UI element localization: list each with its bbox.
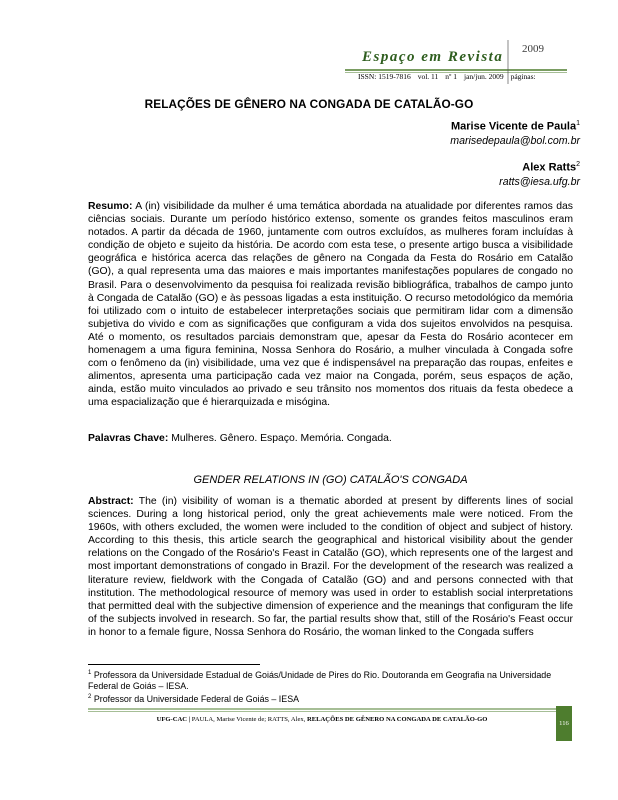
footer-frame xyxy=(88,707,572,740)
footnote-mark: 1 xyxy=(88,670,92,676)
article-title: RELAÇÕES DE GÊNERO NA CONGADA DE CATALÃO-GO xyxy=(144,97,474,111)
author-email: ratts@iesa.ufg.br xyxy=(499,175,580,188)
page-number: 116 xyxy=(556,706,572,741)
pages-label: páginas: xyxy=(510,72,536,81)
journal-year: 2009 xyxy=(522,43,544,55)
abstract-label: Abstract: xyxy=(88,496,134,507)
author-name xyxy=(450,120,580,133)
footnote-ref: 2 xyxy=(576,161,580,168)
footnote-text: Professora da Universidade Estadual de Goiás/Unidade de Pires do Rio. Doutoranda em Geografia na Universidade Federal de Goiás – IESA. xyxy=(88,669,552,692)
footnotes xyxy=(88,668,573,706)
issn: ISSN: 1519-7816 xyxy=(358,72,411,81)
resumo-paragraph xyxy=(88,200,573,410)
keywords-label: Palavras Chave: xyxy=(88,433,169,444)
keywords-text: Mulheres. Gênero. Espaço. Memória. Congada. xyxy=(171,433,392,444)
english-title: GENDER RELATIONS IN (GO) CATALÃO'S CONGADA xyxy=(193,474,468,486)
footnote-divider xyxy=(88,664,260,665)
footnote-text: Professor da Universidade Federal de Goiás – IESA xyxy=(93,694,300,705)
footer-title: RELAÇÕES DE GÊNERO NA CONGADA DE CATALÃO-GO xyxy=(306,716,488,723)
author-name xyxy=(499,161,580,174)
footer-prefix: UFG-CAC | xyxy=(156,716,191,723)
volume: vol. 11 xyxy=(417,72,439,81)
abstract-text: The (in) visibility of woman is a thematic aborded at present by differents lines of social sciences. During a long historical period, only the great achievements male were noticed. From the 1960s, with others excluded, the women were included to the condition of object and subject of history. According to this thesis, this article search the geographical and historical visibility about the gender relations on the Congado of the Rosário's Feast in Catalão (GO), which represents one of the largest and most important demonstrations of congado in Brazil. For the development of the research was realized a literature review, fieldwork with the Congada of Catalão (GO) and and persons connected with that institution. The methodological resource of memory was used in order to establish social interpretations that permitted deal with the subjective dimension of experience and the meanings that configuram the life of the subjects involved in research. So far, the partial results show that, still of the Rosário's Feast occur in honor to a female figure, Nossa Senhora do Rosário, the woman linked to the Congada suffers xyxy=(88,496,574,638)
number: nº 1 xyxy=(445,72,457,81)
resumo-text: A (in) visibilidade da mulher é uma temática abordada na atualidade por diferentes ramos das ciências sociais. Durante um período histórico extenso, somente os grandes feitos masculinos eram notados. A partir da década de 1960, juntamente com outros excluídos, as mulheres foram incluídas à condição de objeto e sujeito da história. De acordo com esta tese, o presente artigo busca a visibilidade geográfica e histórica acerca das relações de gênero na Congada da Festa do Rosário em Catalão (GO), a qual representa uma das maiores e mais importantes manifestações populares de congado no Brasil. Para o desenvolvimento da pesquisa foi realizada revisão bibliográfica, trabalhos de campo junto à Congada de Catalão (GO) e às pessoas ligadas a esta instituição. O recurso metodológico da memória foi utilizado com o intuito de estabelecer interpretações sociais que permitiram lidar com a dimensão subjetiva do vivido e com as significações que configuram a vida dos sujeitos envolvidos na pesquisa. Até o momento, os resultados parciais demonstram que, apesar da Festa do Rosário acontecer em homenagem a uma figura feminina, Nossa Senhora do Rosário, a mulher vinculada à Congada sofre com o fenômeno da (in) visibilidade, uma vez que é indispensável na preparação das roupas, enfeites e alimentos, apresenta uma participação cada vez maior na Congada, porém, seus espaços de ação, ainda, estão muito vinculados ao privado e seu trânsito nos momentos dos rituais da festa obedece a uma espacialização que é hierarquizada e misógina. xyxy=(88,201,573,409)
period: jan/jun. 2009 xyxy=(463,72,504,81)
author-name-text: Marise Vicente de Paula xyxy=(450,120,577,133)
footnote-2 xyxy=(88,692,573,705)
footnote-mark: 2 xyxy=(88,694,92,701)
abstract-paragraph xyxy=(88,495,573,639)
footnote-ref: 1 xyxy=(576,120,580,127)
running-footer xyxy=(92,716,552,723)
footnote-1 xyxy=(88,668,573,692)
keywords-paragraph xyxy=(88,432,573,445)
footer-authors: PAULA, Marise Vicente de; RATTS, Alex, xyxy=(191,716,306,723)
author-block-1 xyxy=(450,120,580,147)
author-name-text: Alex Ratts xyxy=(522,161,577,174)
author-email: marisedepaula@bol.com.br xyxy=(450,134,580,147)
author-block-2 xyxy=(499,161,580,188)
journal-title: Espaço em Revista xyxy=(362,49,504,65)
resumo-label: Resumo: xyxy=(88,201,133,212)
issn-line xyxy=(358,72,568,81)
